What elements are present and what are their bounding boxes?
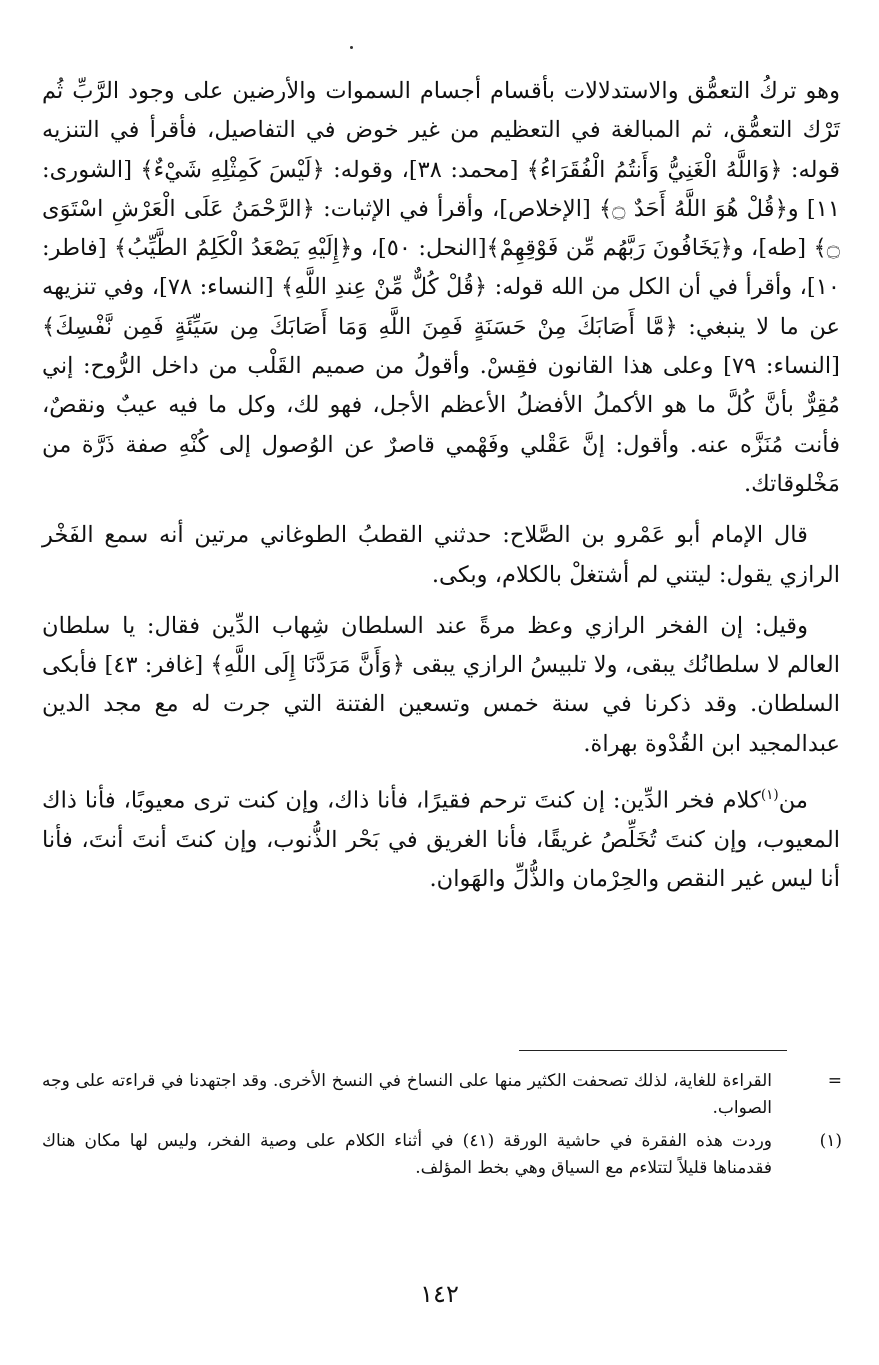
footnote-text: وردت هذه الفقرة في حاشية الورقة (٤١) في أثناء الكلام على وصية الفخر، وليس لها مكان هناك فقدمناها قليلاً لتتلاءم مع السياق وهي بخط المؤلف. xyxy=(42,1131,772,1178)
footnotes xyxy=(42,1068,842,1188)
paragraph-4-text: كلام فخر الدِّين: إن كنتَ ترحم فقيرًا، فأنا ذاك، وإن كنت ترى معيوبًا، فأنا ذاك المعيوب، وإن كنتَ تُخَلِّصُ غريقًا، فأنا الغريق في بَحْر الذُّنوب، وإن كنتَ أنتَ أنتَ، فأنا أنا ليس غير النقص والحِرْمان والذُّلِّ والهَوان. xyxy=(42,787,840,893)
paragraph-1: وهو تركُ التعمُّق والاستدلالات بأقسام أجسام السموات والأرضين على وجود الرَّبِّ ثُم تَرْك التعمُّق، ثم المبالغة في التعظيم من غير خوض في التفاصيل، فأقرأ في التنزيه قوله: ﴿وَاللَّهُ الْغَنِيُّ وَأَنتُمُ الْفُقَرَاءُ﴾ [محمد: ٣٨]، وقوله: ﴿لَيْسَ كَمِثْلِهِ شَيْءٌ﴾ [الشورى: ١١] و﴿قُلْ هُوَ اللَّهُ أَحَدٌ ۝﴾ [الإخلاص]، وأقرأ في الإثبات: ﴿الرَّحْمَنُ عَلَى الْعَرْشِ اسْتَوَى ۝﴾ [طه]، و﴿يَخَافُونَ رَبَّهُم مِّن فَوْقِهِمْ﴾[النحل: ٥٠]، و﴿إِلَيْهِ يَصْعَدُ الْكَلِمُ الطَّيِّبُ﴾ [فاطر: ١٠]، وأقرأ في أن الكل من الله قوله: ﴿قُلْ كُلٌّ مِّنْ عِندِ اللَّهِ﴾ [النساء: ٧٨]، وفي تنزيهه عن ما لا ينبغي: ﴿مَّا أَصَابَكَ مِنْ حَسَنَةٍ فَمِنَ اللَّهِ وَمَا أَصَابَكَ مِن سَيِّئَةٍ فَمِن نَّفْسِكَ﴾ [النساء: ٧٩] وعلى هذا القانون فقِسْ. وأقولُ من صميم القَلْب من داخل الرُّوح: إني مُقِرٌّ بأنَّ كُلَّ ما هو الأكملُ الأفضلُ الأعظم الأجل، فهو لك، وكل ما فيه عيبٌ ونقصٌ، فأنت مُنَزَّه عنه. وأقول: إنَّ عَقْلي وفَهْمي قاصرٌ عن الوُصول إلى كُنْهِ صفة ذَرَّة من مَخْلوقاتك. xyxy=(42,78,840,497)
footnote-mark: (١) xyxy=(819,1131,842,1151)
page-number: ١٤٢ xyxy=(420,1280,459,1308)
paragraph-4-lead: من xyxy=(778,787,808,814)
main-text xyxy=(42,72,840,899)
paragraph-2: قال الإمام أبو عَمْرو بن الصَّلاح: حدثني القطبُ الطوغاني مرتين أنه سمع الفَخْر الرازي يقول: ليتني لم أشتغلْ بالكلام، وبكى. xyxy=(42,522,840,588)
footnote-reference: (١) xyxy=(760,787,779,804)
footnote-text: القراءة للغاية، لذلك تصحفت الكثير منها على النساخ في النسخ الأخرى. وقد اجتهدنا في قراءته على وجه الصواب. xyxy=(42,1071,772,1118)
paragraph-3: وقيل: إن الفخر الرازي وعظ مرةً عند السلطان شِهاب الدِّين فقال: يا سلطان العالم لا سلطانُك يبقى، ولا تلبيسُ الرازي يبقى ﴿وَأَنَّ مَرَدَّنَا إِلَى اللَّهِ﴾ [غافر: ٤٣] فأبكى السلطان. وقد ذكرنا في سنة خمس وتسعين الفتنة التي جرت له مع مجد الدين عبدالمجيد ابن القُدْوة بهراة. xyxy=(42,612,840,757)
paragraph-4 xyxy=(42,776,840,899)
top-dot xyxy=(350,46,353,49)
footnote-separator xyxy=(519,1050,787,1051)
footnote-1 xyxy=(42,1128,842,1182)
footnote-continued xyxy=(42,1068,842,1122)
footnote-mark: = xyxy=(827,1071,842,1091)
